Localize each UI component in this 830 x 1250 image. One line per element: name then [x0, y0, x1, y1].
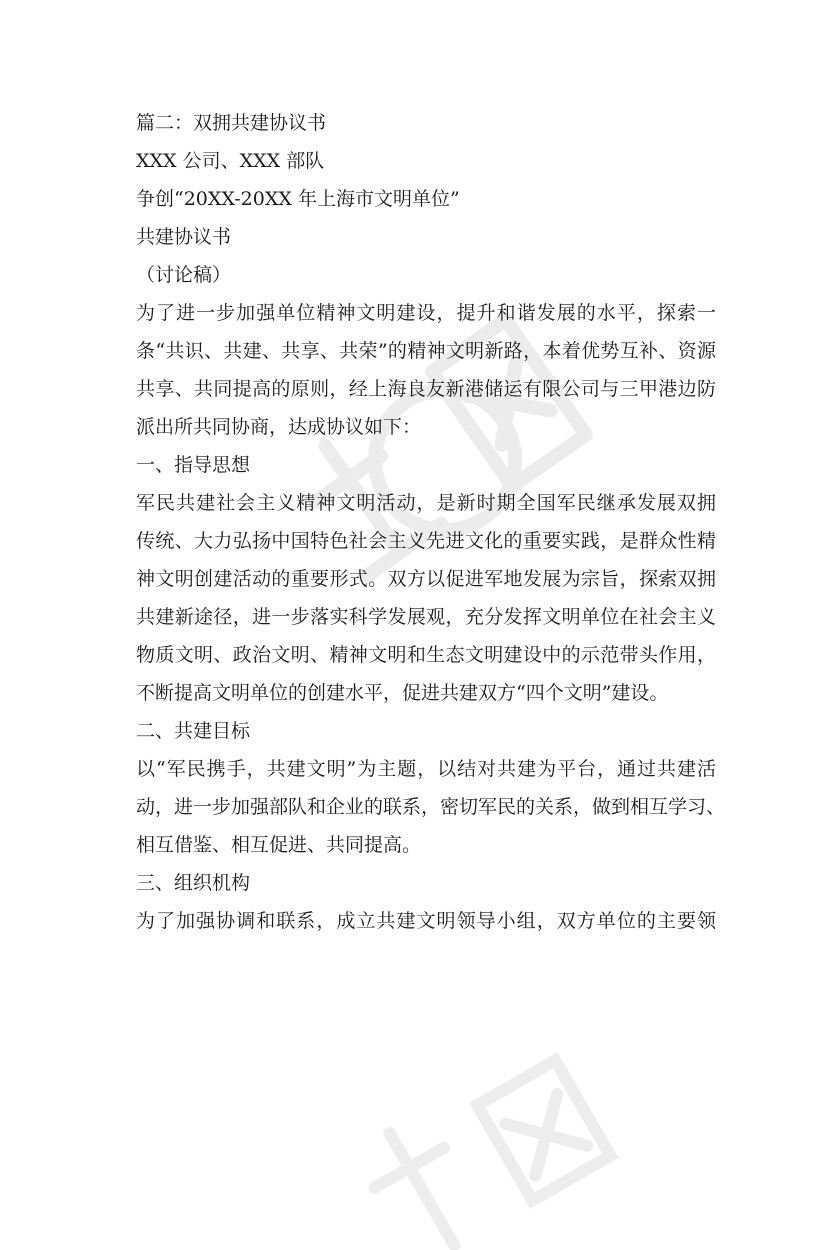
intro-line: 派出所共同协商，达成协议如下： [136, 416, 422, 438]
document-body [136, 104, 726, 940]
section1-line: 物质文明、政治文明、精神文明和生态文明建设中的示范带头作用， [136, 644, 716, 666]
agreement-title: 共建协议书 [136, 226, 232, 248]
section1-line: 共建新途径，进一步落实科学发展观，充分发挥文明单位在社会主义 [136, 606, 716, 628]
parties-line: XXX 公司、XXX 部队 [136, 150, 325, 172]
section3-paragraph [136, 902, 716, 940]
draft-note: （讨论稿） [136, 264, 232, 286]
section3-title: 三、组织机构 [136, 872, 251, 894]
section2-line: 相互借鉴、相互促进、共同提高。 [136, 834, 422, 856]
goal-line: 争创“20XX-20XX 年上海市文明单位” [136, 188, 460, 210]
intro-line: 为了进一步加强单位精神文明建设，提升和谐发展的水平，探索一 [136, 302, 716, 324]
watermark-logo-bottom [330, 1050, 630, 1250]
intro-paragraph [136, 294, 716, 446]
section1-line: 传统、大力弘扬中国特色社会主义先进文化的重要实践，是群众性精 [136, 530, 716, 552]
intro-line: 共享、共同提高的原则，经上海良友新港储运有限公司与三甲港边防 [136, 378, 716, 400]
section2-line: 动，进一步加强部队和企业的联系，密切军民的关系，做到相互学习、 [136, 796, 726, 818]
section1-title: 一、指导思想 [136, 454, 251, 476]
section1-line: 神文明创建活动的重要形式。双方以促进军地发展为宗旨，探索双拥 [136, 568, 716, 590]
section2-paragraph [136, 750, 726, 864]
section2-title: 二、共建目标 [136, 720, 251, 742]
section1-line: 不断提高文明单位的创建水平，促进共建双方“四个文明”建设。 [136, 682, 669, 704]
section1-line: 军民共建社会主义精神文明活动，是新时期全国军民继承发展双拥 [136, 492, 716, 514]
intro-line: 条“共识、共建、共享、共荣”的精神文明新路，本着优势互补、资源 [136, 340, 716, 362]
document-heading: 篇二：双拥共建协议书 [136, 112, 327, 134]
section3-line: 为了加强协调和联系，成立共建文明领导小组，双方单位的主要领 [136, 910, 716, 932]
section1-paragraph [136, 484, 716, 712]
section2-line: 以“军民携手，共建文明”为主题，以结对共建为平台，通过共建活 [136, 758, 716, 780]
